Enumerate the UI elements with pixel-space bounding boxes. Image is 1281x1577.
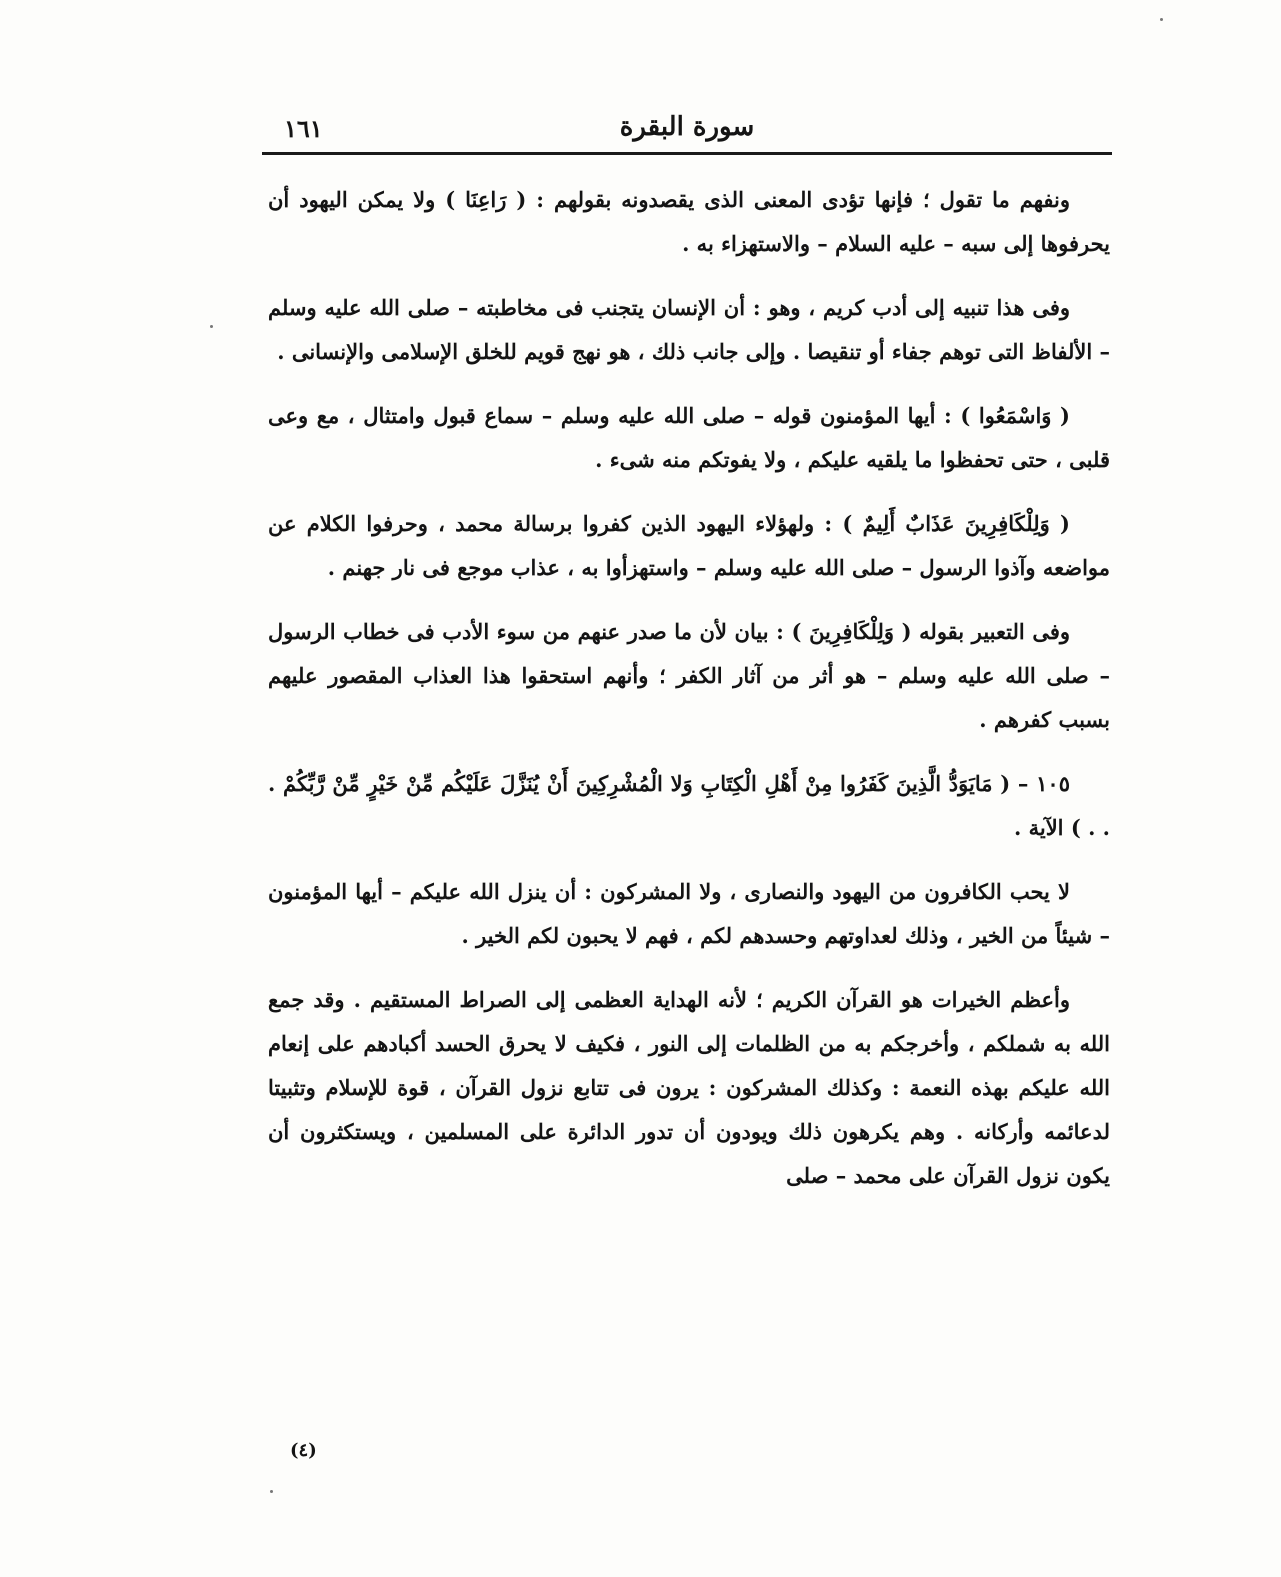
paragraph: ( وَاسْمَعُوا ) : أيها المؤمنون قوله – صلى الله عليه وسلم – سماع قبول وامتثال ، مع وعى قلبى ، حتى تحفظوا ما يلقيه عليكم ، ولا يفوتكم منه شىء . [268,403,1110,472]
paragraph: وأعظم الخيرات هو القرآن الكريم ؛ لأنه الهداية العظمى إلى الصراط المستقيم . وقد جمع الله به شملكم ، وأخرجكم به من الظلمات إلى النور ، فكيف لا يحرق الحسد أكبادهم على إنعام الله عليكم بهذه النعمة : وكذلك المشركون : يرون فى تتابع نزول القرآن ، قوة للإسلام وتثبيتا لدعائمه وأركانه . وهم يكرهون ذلك ويودون أن تدور الدائرة على المسلمين ، ويستكثرون أن يكون نزول القرآن على محمد – صلى [268,987,1110,1188]
page-number: ١٦١ [284,114,323,143]
paragraph: وفى هذا تنبيه إلى أدب كريم ، وهو : أن الإنسان يتجنب فى مخاطبته – صلى الله عليه وسلم – الألفاظ التى توهم جفاء أو تنقيصا . وإلى جانب ذلك ، هو نهج قويم للخلق الإسلامى والإنسانى . [268,295,1110,364]
paragraph: ونفهم ما تقول ؛ فإنها تؤدى المعنى الذى يقصدونه بقولهم : ( رَاعِنَا ) ولا يمكن اليهود أن يحرفوها إلى سبه – عليه السلام – والاستهزاء به . [268,187,1110,256]
paragraph: وفى التعبير بقوله ( وَلِلْكَافِرِينَ ) : بيان لأن ما صدر عنهم من سوء الأدب فى خطاب الرسول – صلى الله عليه وسلم – هو أثر من آثار الكفر ؛ وأنهم استحقوا هذا العذاب المقصور عليهم بسبب كفرهم . [268,619,1110,732]
scan-speck [270,1490,273,1493]
header-rule [262,152,1112,155]
surah-title: سورة البقرة [619,112,755,142]
verse-heading: ١٠٥ – ( مَايَوَدُّ الَّذِينَ كَفَرُوا مِنْ أَهْلِ الْكِتَابِ وَلا الْمُشْرِكِينَ أَنْ يُنَزَّلَ عَلَيْكُم مِّنْ خَيْرٍ مِّنْ رَّبِّكُمْ . . . ) الآية . [268,771,1110,840]
scan-speck [210,325,213,328]
signature-mark: (٤) [290,1440,317,1461]
paragraph: ( وَلِلْكَافِرِينَ عَذَابٌ أَلِيمٌ ) : ولهؤلاء اليهود الذين كفروا برسالة محمد ، وحرفوا الكلام عن مواضعه وآذوا الرسول – صلى الله عليه وسلم – واستهزأوا به ، عذاب موجع فى نار جهنم . [268,511,1110,580]
page-header [262,108,1112,156]
paragraph: لا يحب الكافرون من اليهود والنصارى ، ولا المشركون : أن ينزل الله عليكم – أيها المؤمنون – شيئاً من الخير ، وذلك لعداوتهم وحسدهم لكم ، فهم لا يحبون لكم الخير . [268,879,1110,948]
page-body [268,178,1110,1198]
scan-speck [1160,18,1163,21]
